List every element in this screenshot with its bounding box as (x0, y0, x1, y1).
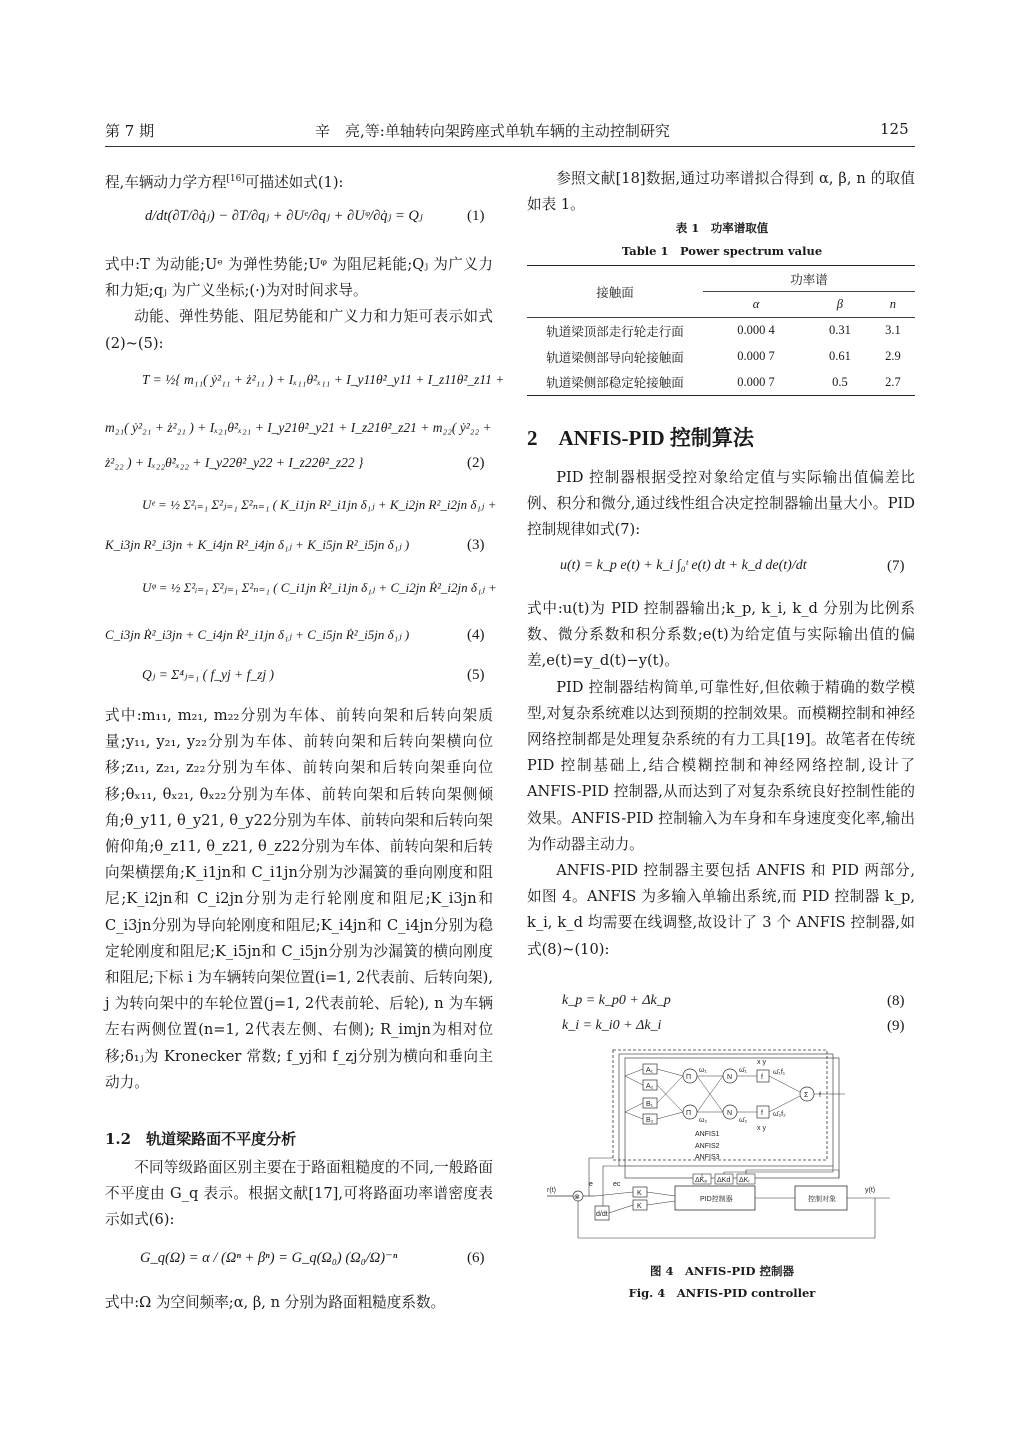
left-column (105, 166, 493, 196)
equation-2-line-c: ż²₂₂ ) + Iₓ₂₂θ̇²ₓ₂₂ + I_y22θ̇²_y22 + I_z22θ̇²_z22 } (105, 455, 364, 470)
output-f-label: f (819, 1092, 821, 1099)
ref18-paragraph: 参照文献[18]数据,通过功率谱拟合得到 α, β, n 的取值如表 1。 (527, 170, 915, 214)
pi-symbol-2: Π (686, 1110, 692, 1117)
right-block-a (527, 166, 915, 218)
table-cell: 3.1 (885, 323, 901, 338)
anfis2-label: ANFIS2 (695, 1143, 720, 1150)
table-1-caption-cn: 表 1 功率谱取值 (675, 221, 769, 235)
equation-3-number: (3) (467, 537, 485, 553)
page-number: 125 (880, 120, 909, 138)
table-cell: 0.61 (828, 349, 851, 363)
plant-label: 控制对象 (808, 1196, 836, 1203)
f-box-2-label: f (761, 1110, 763, 1117)
cross-symbol: ⊗ (574, 1194, 580, 1201)
sum-symbol: Σ (804, 1092, 809, 1099)
equation-1-number: (1) (467, 208, 485, 224)
anfis1-label: ANFIS1 (695, 1131, 720, 1138)
derivative-label: d/dt (596, 1211, 608, 1218)
equation-9: k_i = k_i0 + Δk_i (562, 1018, 662, 1033)
left-block-d (105, 1290, 493, 1316)
power-spectrum-table (527, 265, 915, 396)
anfis-pid-diagram (545, 1046, 895, 1246)
table-cell: 0.5 (832, 374, 848, 389)
equation-4-number: (4) (467, 627, 485, 643)
input-r-label: r(t) (547, 1187, 556, 1194)
f-box-1-label: f (761, 1074, 763, 1081)
table-cell: 轨道梁侧部导向轮接触面 (546, 350, 684, 365)
equation-5: Qⱼ = Σ⁴ⱼ₌₁ ( f_yj + f_zj ) (142, 667, 275, 682)
equation-5-number: (5) (467, 667, 485, 683)
equation-2-line-b: m₂₁( ẏ²₂₁ + ż²₂₁ ) + Iₓ₂₁θ̇²ₓ₂₁ + I_y21θ̇²_y21 + I_z21θ̇²_z21 + m₂₂( ẏ²₂₂ + (105, 420, 492, 435)
table-cell: 0.31 (828, 323, 851, 338)
equation-6: G_q(Ω) = α / (Ωⁿ + βⁿ) = G_q(Ω₀) (Ω₀/Ω)⁻ⁿ (140, 1250, 398, 1266)
table-cell: 0.000 7 (737, 374, 775, 389)
equation-2-line-a: T = ½{ m₁₁( ẏ²₁₁ + ż²₁₁ ) + Iₓ₁₁θ̇²ₓ₁₁ + I_y11θ̇²_y11 + I_z11θ̇²_z11 + (142, 372, 505, 387)
table-cell: 0.000 4 (737, 323, 775, 338)
intro-text-end: 可描述如式(1): (244, 173, 344, 191)
pid-paragraph-1: PID 控制器根据受控对象给定值与实际输出值偏差比例、积分和微分,通过线性组合决定控制器输出量大小。PID 控制规律如式(7): (527, 469, 915, 539)
xy-top-label: x y (757, 1059, 766, 1066)
table-subheader-beta: β (809, 292, 871, 318)
pid-controller-label: PID控制器 (700, 1196, 733, 1203)
road-paragraph: 不同等级路面区别主要在于路面粗糙度的不同,一般路面不平度由 G_q 表示。根据文献[17],可将路面功率谱密度表示如式(6): (105, 1159, 493, 1229)
table-subheader-n: n (871, 292, 915, 318)
intro-text: 程,车辆动力学方程 (105, 173, 227, 191)
table-header-power: 功率谱 (703, 266, 915, 292)
ec-label: ec (613, 1181, 621, 1188)
section-1-2-heading: 1.2 轨道梁路面不平度分析 (105, 1130, 297, 1148)
f2-label: ω̄₂f₂ (773, 1111, 786, 1118)
right-block-c (527, 596, 915, 963)
eq6-explanation: 式中:Ω 为空间频率;α, β, n 分别为路面粗糙度系数。 (105, 1294, 446, 1311)
equation-4-line-a: Uᵠ = ½ Σ²ᵢ₌₁ Σ²ⱼ₌₁ Σ²ₙ₌₁ ( C_i1jn Ṙ²_i1jn δ₁ⱼ + C_i2jn Ṙ²_i2jn δ₁ⱼ + (142, 580, 497, 595)
pid-paragraph-4: ANFIS-PID 控制器主要包括 ANFIS 和 PID 两部分,如图 4。ANFIS 为多输入单输出系统,而 PID 控制器 k_p, k_i, k_d 均需要在线调整,故设计了 3 个 ANFIS 控制器,如式(8)~(10): (527, 862, 915, 958)
wn2-label: ω̄₂ (739, 1117, 748, 1124)
pi-symbol-1: Π (686, 1074, 692, 1081)
table-row (527, 370, 915, 396)
w2-label: ω₂ (699, 1117, 708, 1124)
running-header-issue: 第 7 期 (105, 122, 155, 140)
equation-1: d/dt(∂T/∂q̇ⱼ) − ∂T/∂qⱼ + ∂Uᵉ/∂qⱼ + ∂Uᵠ/∂q̇ⱼ = Qⱼ (145, 208, 423, 224)
w1-label: ω₁ (699, 1067, 707, 1074)
f-box-1 (757, 1070, 769, 1082)
wn1-label: ω̄₁ (739, 1067, 747, 1074)
mf-a2-label: A₂ (646, 1083, 654, 1090)
mf-b2-label: B₂ (646, 1117, 654, 1124)
gain-k-top: K (637, 1190, 642, 1197)
variables-paragraph: 式中:m₁₁, m₂₁, m₂₂分别为车体、前转向架和后转向架质量;y₁₁, y₂₁, y₂₂分别为车体、前转向架和后转向架横向位移;z₁₁, z₂₁, z₂₂分别为车体、前转向架和后转向架垂向位移;θₓ₁₁, θₓ₂₁, θₓ₂₂分别为车体、前转向架和后转向架侧倾角;θ_y11, θ_y21, θ_y22分别为车体、前转向架和后转向架俯仰角;θ_z11, θ_z21, θ_z22分别为车体、前转向架和后转向架横摆角;K_i1jn和 C_i1jn分别为沙漏簧的垂向刚度和阻尼;K_i2jn和 C_i2jn分别为走行轮刚度和阻尼;K_i3jn和 C_i3jn分别为导向轮刚度和阻尼;K_i4jn和 C_i4jn分别为稳定轮刚度和阻尼;K_i5jn和 C_i5jn分别为沙漏簧的横向刚度和阻尼;下标 i 为车辆转向架位置(i=1, 2代表前、后转向架), j 为转向架中的车轮位置(j=1, 2代表前轮、后轮), n 为车辆左右两侧位置(n=1, 2代表左侧、右侧); R_imjn为相对位移;δ₁ⱼ为 Kronecker 常数; f_yj和 f_zj分别为横向和垂向主动力。 (105, 707, 493, 1091)
left-block-b (105, 703, 493, 1096)
e-label: e (589, 1181, 593, 1188)
energy-paragraph: 动能、弹性势能、阻尼势能和广义力和力矩可表示如式(2)~(5): (105, 308, 493, 352)
eq1-explanation: 式中:T 为动能;Uᵉ 为弹性势能;Uᵠ 为阻尼耗能;Qⱼ 为广义力和力矩;qⱼ 为广义坐标;(·)为对时间求导。 (105, 256, 493, 300)
left-block-a (105, 252, 493, 357)
figure-4-caption-en: Fig. 4 ANFIS-PID controller (628, 1286, 816, 1300)
left-block-c (105, 1155, 493, 1234)
pid-paragraph-3: PID 控制器结构简单,可靠性好,但依赖于精确的数学模型,对复杂系统难以达到预期的控制效果。而模糊控制和神经网络控制都是处理复杂系统的有力工具[19]。故笔者在传统 PID 控制基础上,结合模糊控制和神经网络控制,设计了 ANFIS-PID 控制器,从而达到了对复杂系统良好控制性能的效果。ANFIS-PID 控制输入为车身和车身速度变化率,输出为作动器主动力。 (527, 678, 915, 853)
figure-4-caption-cn: 图 4 ANFIS-PID 控制器 (650, 1264, 794, 1278)
table-row (527, 344, 915, 370)
table-row (527, 318, 915, 344)
n-symbol-1: N (727, 1074, 733, 1081)
mf-b1-label: B₁ (646, 1101, 654, 1108)
table-cell: 0.000 7 (737, 349, 775, 363)
equation-4-line-b: C_i3jn Ṙ²_i3jn + C_i4jn Ṙ²_i1jn δ₁ⱼ + C_i5jn Ṙ²_i5jn δ₁ⱼ ) (105, 627, 410, 642)
section-2-heading: 2 ANFIS-PID 控制算法 (527, 426, 754, 450)
header-rule (105, 146, 915, 147)
equation-2-number: (2) (467, 455, 485, 471)
f1-label: ω̄₁f₁ (773, 1069, 786, 1076)
dkd-label: ΔKd (717, 1177, 731, 1184)
table-cell: 2.9 (885, 349, 901, 363)
dki-label: ΔKᵢ (739, 1177, 750, 1184)
equation-7: u(t) = k_p e(t) + k_i ∫₀ᵗ e(t) dt + k_d de(t)/dt (560, 558, 807, 573)
table-header-contact: 接触面 (527, 266, 703, 318)
running-header-title: 辛 亮,等:单轴转向架跨座式单轨车辆的主动控制研究 (315, 122, 670, 140)
gain-k-bottom: K (637, 1203, 642, 1210)
right-block-b (527, 465, 915, 544)
equation-8: k_p = k_p0 + Δk_p (562, 993, 671, 1008)
table-cell: 2.7 (885, 374, 901, 389)
intro-paragraph (105, 166, 493, 196)
n-symbol-2: N (727, 1110, 733, 1117)
dkp-label: ΔKₚ (695, 1177, 708, 1184)
mf-a1-label: A₁ (646, 1067, 654, 1074)
equation-3-line-a: Uᵉ = ½ Σ²ᵢ₌₁ Σ²ⱼ₌₁ Σ²ₙ₌₁ ( K_i1jn R²_i1jn δ₁ⱼ + K_i2jn R²_i2jn δ₁ⱼ + (142, 497, 497, 512)
equation-3-line-b: K_i3jn R²_i3jn + K_i4jn R²_i4jn δ₁ⱼ + K_i5jn R²_i5jn δ₁ⱼ ) (105, 537, 410, 552)
table-1-caption-en: Table 1 Power spectrum value (621, 244, 823, 258)
output-y-label: y(t) (865, 1187, 876, 1194)
anfis3-label: ANFIS3 (695, 1154, 720, 1161)
ref-16: [16] (226, 174, 245, 184)
f-box-2 (757, 1106, 769, 1118)
table-cell: 轨道梁顶部走行轮走行面 (546, 324, 684, 339)
equation-9-number: (9) (887, 1018, 905, 1034)
equation-7-number: (7) (887, 558, 905, 574)
table-subheader-alpha: α (703, 292, 809, 318)
xy-bottom-label: x y (757, 1125, 766, 1132)
pid-paragraph-2: 式中:u(t)为 PID 控制器输出;k_p, k_i, k_d 分别为比例系数、微分系数和积分系数;e(t)为给定值与实际输出值的偏差,e(t)=y_d(t)−y(t)。 (527, 600, 915, 670)
equation-8-number: (8) (887, 993, 905, 1009)
equation-6-number: (6) (467, 1250, 485, 1266)
table-cell: 轨道梁侧部稳定轮接触面 (546, 376, 684, 391)
